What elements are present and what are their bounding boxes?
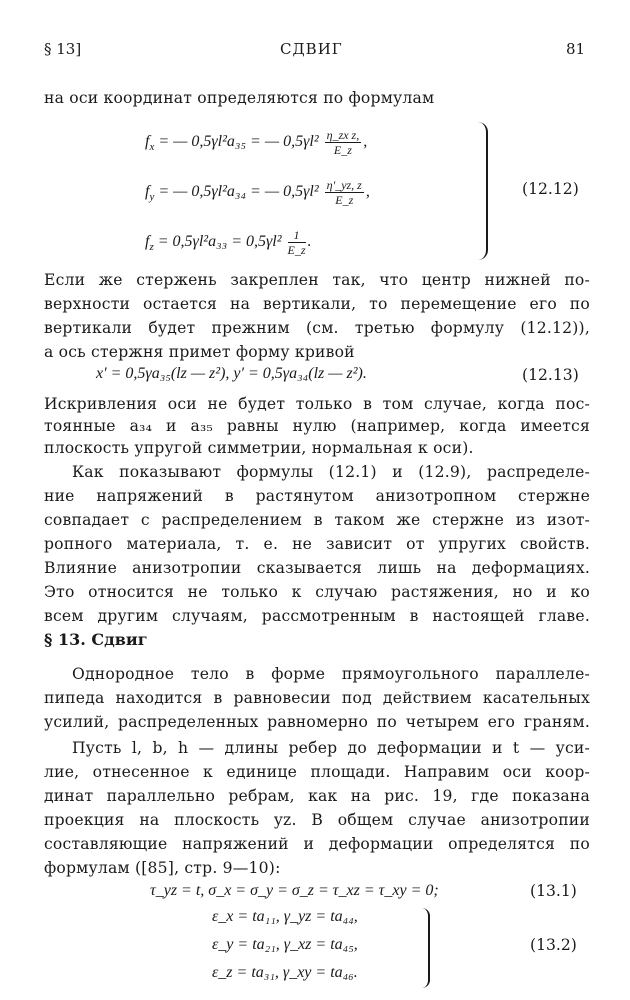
section-title: § 13. Сдвиг — [44, 630, 148, 649]
text-line: верхности остается на вертикали, то перемещение его по — [44, 295, 590, 313]
text-line: ропного материала, т. е. не зависит от упругих свойств. — [44, 535, 590, 553]
equation-number-1212: (12.12) — [522, 180, 579, 198]
text-line: а ось стержня примет форму кривой — [44, 343, 355, 361]
text-line: Как показывают формулы (12.1) и (12.9), распределе- — [72, 463, 590, 481]
text-line: плоскость упругой симметрии, нормальная к оси). — [44, 439, 474, 457]
text-line: всем другим случаям, рассмотренным в настоящей главе. — [44, 607, 590, 625]
equation-132b: ε_y = ta₂₁, γ_xz = ta₄₅, — [212, 936, 358, 953]
text-line: Влияние анизотропии сказывается лишь на деформациях. — [44, 559, 590, 577]
text-line: Если же стержень закреплен так, что центр нижней по- — [44, 271, 590, 289]
equation-fx: $f_x$ = — 0,5γl²a₃₅ = — 0,5γl² $\frac{\text{η\_zx z,}}{E\_z}$ , — [145, 128, 368, 157]
text-line: Это относится не только к случаю растяжения, но и ко — [44, 583, 590, 601]
equation-number-131: (13.1) — [530, 882, 577, 900]
text-line: совпадает с распределением в таком же стержне из изот- — [44, 511, 590, 529]
header-section: § 13] — [44, 40, 82, 58]
text-line: Однородное тело в форме прямоугольного параллеле- — [72, 665, 590, 683]
text-line: пипеда находится в равновесии под действием касательных — [44, 689, 590, 707]
equation-fz: $f_z = 0,5\gamma l^2a_{33} = 0,5\gamma l^2$ $\frac{1}{E\_z}$ . — [145, 228, 312, 257]
text-line: Пусть l, b, h — длины ребер до деформации и t — уси- — [72, 739, 590, 757]
page-number: 81 — [566, 40, 586, 58]
text-line: лие, отнесенное к единице площади. Направим оси коор- — [44, 763, 590, 781]
text-line: Искривления оси не будет только в том случае, когда пос- — [44, 395, 590, 413]
text-line: ние напряжений в растянутом анизотропном стержне — [44, 487, 590, 505]
text-line: на оси координат определяются по формулам — [44, 89, 435, 107]
text-line: вертикали будет прежним (см. третью формулу (12.12)), — [44, 319, 590, 337]
equation-131: τ_yz = t, σ_x = σ_y = σ_z = τ_xz = τ_xy = 0; — [150, 882, 439, 899]
text-line: проекция на плоскость yz. В общем случае анизотропии — [44, 811, 590, 829]
equation-number-132: (13.2) — [530, 936, 577, 954]
equation-brace — [420, 908, 430, 988]
equation-fy: $f_y$ = — 0,5γl²a₃₄ = — 0,5γl² $\frac{\eta'\_yz, z}{E\_z}$ , — [145, 178, 370, 207]
text-line: тоянные a₃₄ и a₃₅ равны нулю (например, когда имеется — [44, 417, 590, 435]
equation-132a: ε_x = ta₁₁, γ_yz = ta₄₄, — [212, 908, 358, 925]
text-line: составляющие напряжений и деформации определятся по — [44, 835, 590, 853]
equation-132c: ε_z = ta₃₁, γ_xy = ta₄₆. — [212, 964, 358, 981]
text-line: динат параллельно ребрам, как на рис. 19, где показана — [44, 787, 590, 805]
text-line: усилий, распределенных равномерно по четырем его граням. — [44, 713, 590, 731]
equation-number-1213: (12.13) — [522, 366, 579, 384]
text-line: формулам ([85], стр. 9—10): — [44, 859, 281, 877]
header-title: СДВИГ — [280, 40, 343, 58]
equation-1213: x′ = 0,5γa₃₅(lz — z²), y′ = 0,5γa₃₄(lz — z²). — [96, 365, 367, 382]
equation-brace — [476, 122, 488, 260]
